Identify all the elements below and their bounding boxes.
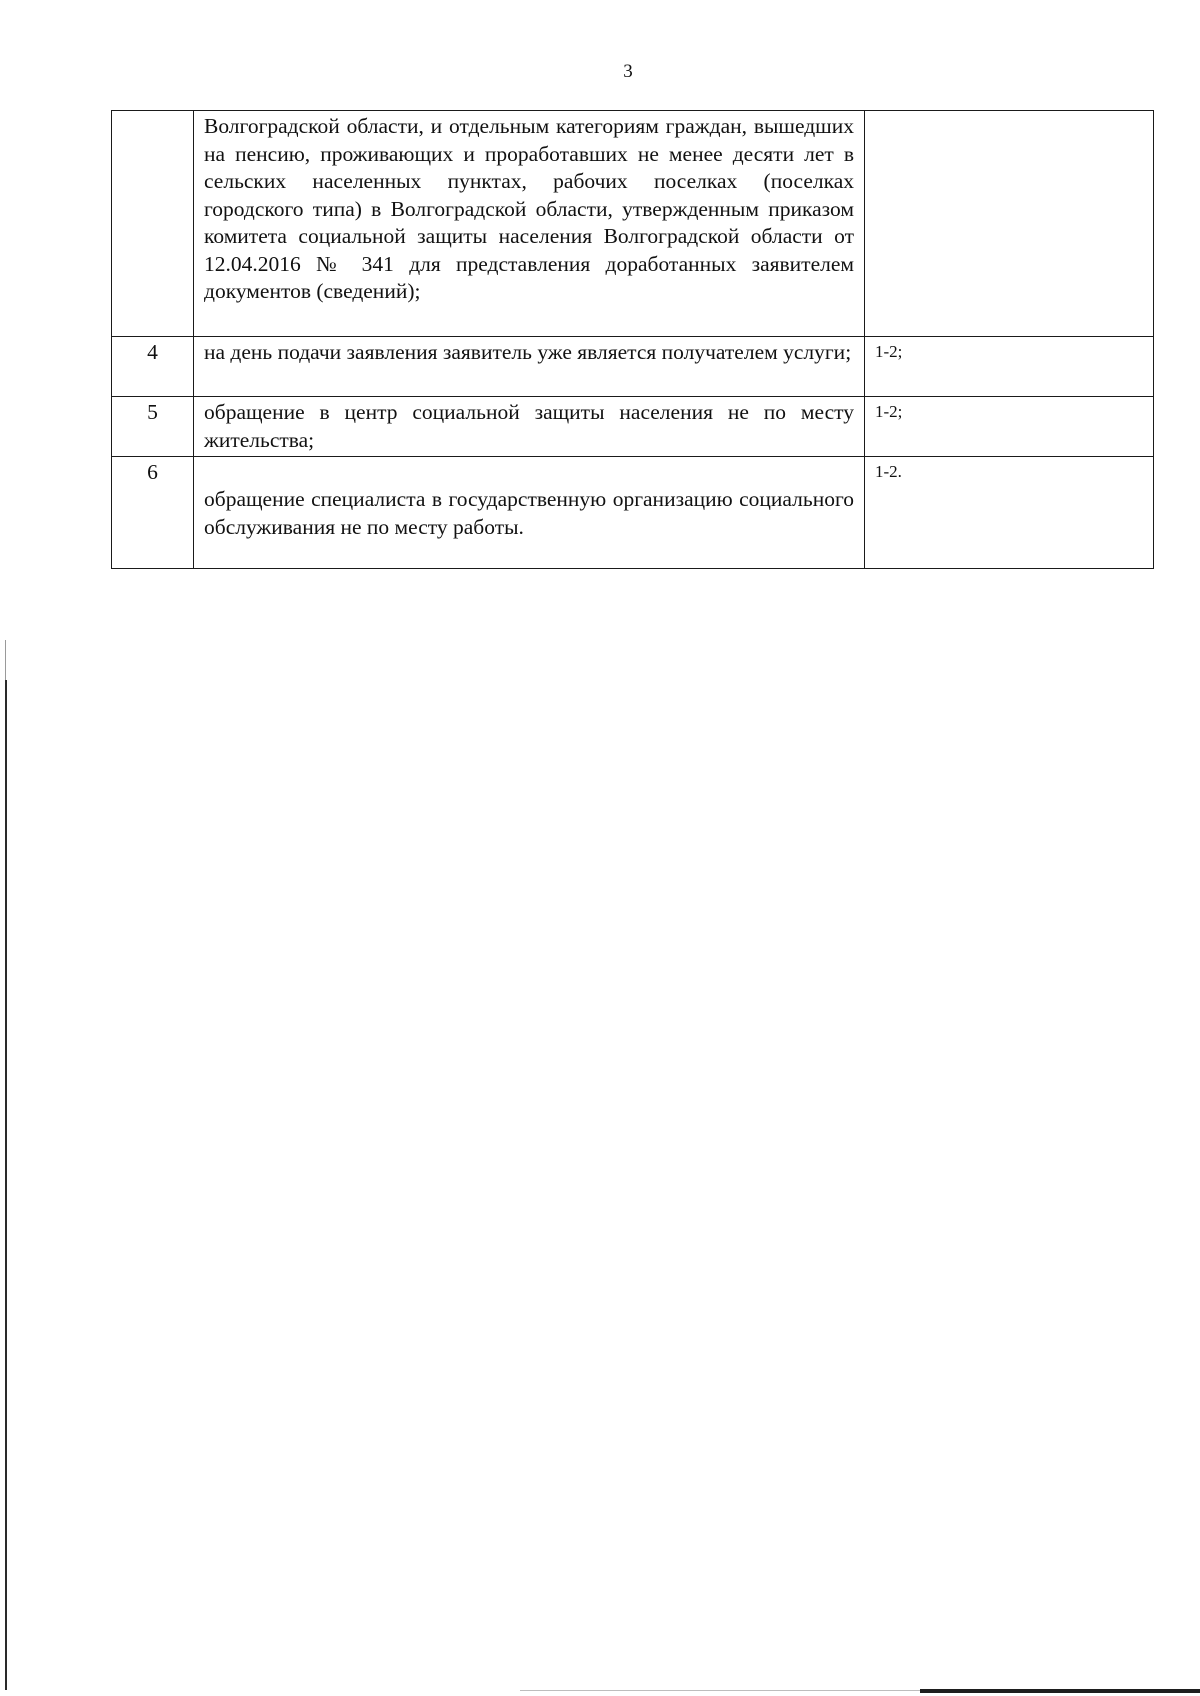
row-number <box>112 111 194 337</box>
row-reference: 1-2; <box>865 337 1154 397</box>
row-number: 4 <box>112 337 194 397</box>
row-reference: 1-2; <box>865 397 1154 457</box>
row-number: 6 <box>112 457 194 569</box>
scan-edge-mark <box>920 1689 1200 1693</box>
row-number: 5 <box>112 397 194 457</box>
scan-edge-mark <box>5 640 6 680</box>
page-number: 3 <box>623 61 633 82</box>
row-text: обращение специалиста в государственную организацию социального обслуживания не по месту работы. <box>204 487 854 539</box>
row-text: обращение в центр социальной защиты населения не по месту жительства; <box>194 397 865 457</box>
blank-line <box>204 459 854 486</box>
table-row <box>112 457 1154 569</box>
scan-edge-mark <box>5 680 7 1690</box>
table-row <box>112 397 1154 457</box>
row-text-cell <box>194 457 865 569</box>
document-table <box>111 110 1154 569</box>
scan-edge-mark <box>520 1690 920 1691</box>
row-reference: 1-2. <box>865 457 1154 569</box>
row-text: на день подачи заявления заявитель уже является получателем услуги; <box>194 337 865 397</box>
row-reference <box>865 111 1154 337</box>
table-row <box>112 337 1154 397</box>
table-row <box>112 111 1154 337</box>
row-text: Волгоградской области, и отдельным категориям граждан, вышедших на пенсию, проживающих и проработавших не менее десяти лет в сельских населенных пунктах, рабочих поселках (поселках городского типа) в Волгоградской области, утвержденным приказом комитета социальной защиты населения Волгоградской области от 12.04.2016 № 341 для представления доработанных заявителем документов (сведений); <box>194 111 865 337</box>
